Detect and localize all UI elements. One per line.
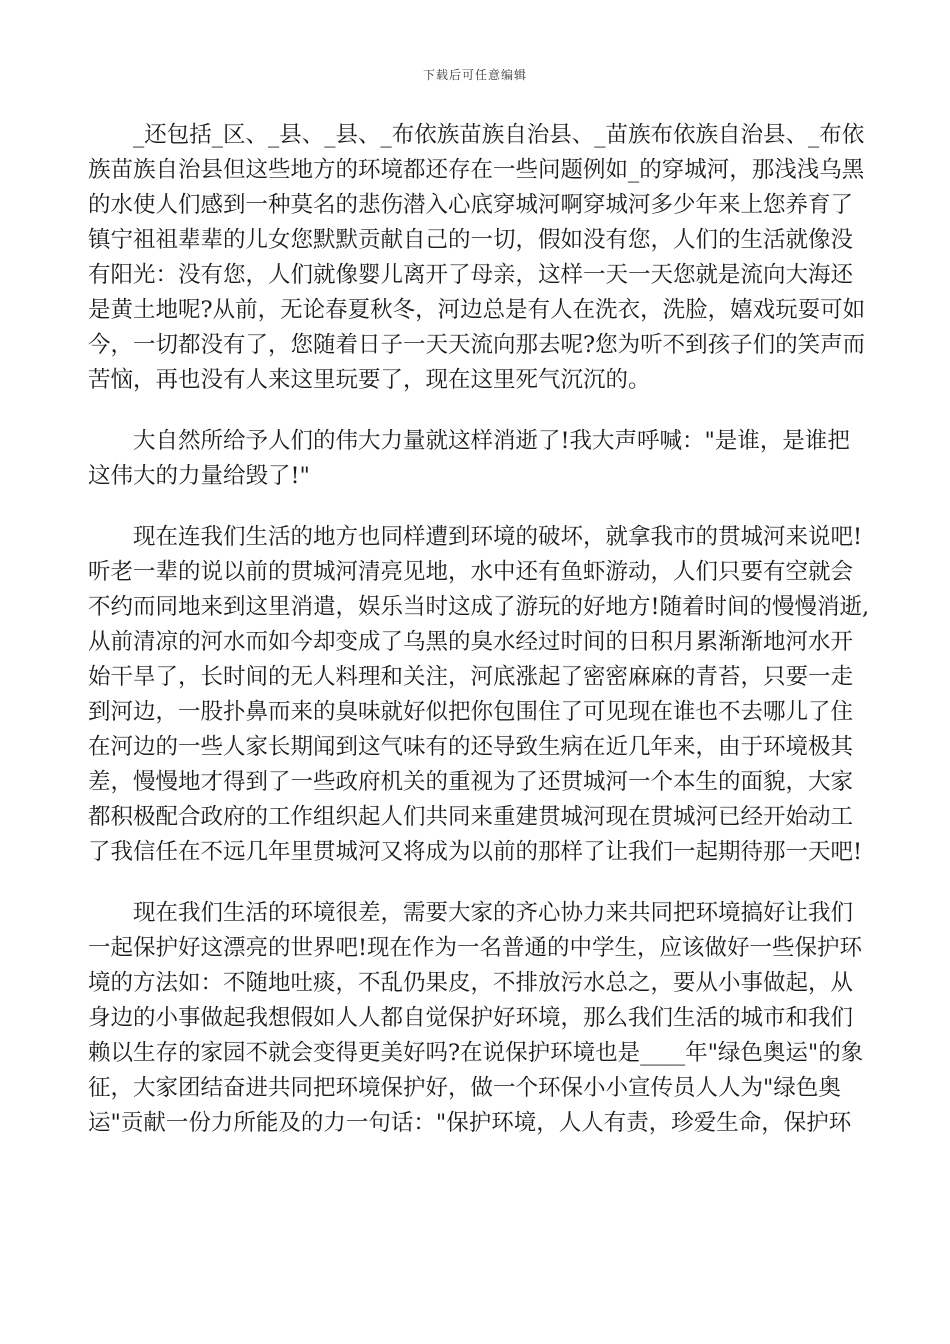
text-line: 听老一辈的说以前的贯城河清亮见地，水中还有鱼虾游动，人们只要有空就会 [88, 559, 854, 585]
paragraph-1 [88, 118, 866, 398]
text-line: 是黄土地呢?从前，无论春夏秋冬，河边总是有人在洗衣，洗脸，嬉戏玩耍可如 [88, 297, 866, 323]
text-line: 不约而同地来到这里消遣，娱乐当时这成了游玩的好地方!随着时间的慢慢消逝, [88, 594, 870, 620]
paragraph-4 [88, 896, 862, 1141]
text-line: 征，大家团结奋进共同把环境保护好，做一个环保小小宣传员人人为"绿色奥 [88, 1075, 841, 1101]
paragraph-2 [88, 424, 862, 494]
text-line: 有阳光：没有您，人们就像婴儿离开了母亲，这样一天一天您就是流向大海还 [88, 262, 854, 288]
text-line: 了我信任在不远几年里贯城河又将成为以前的那样了让我们一起期待那一天吧! [88, 839, 863, 865]
text-line: 镇宁祖祖辈辈的儿女您默默贡献自己的一切，假如没有您，人们的生活就像没 [88, 227, 854, 253]
text-line: _还包括_区、_县、_县、_布依族苗族自治县、_苗族布依族自治县、_布依 [133, 122, 865, 148]
text-line: 境的方法如：不随地吐痰，不乱仍果皮，不排放污水总之，要从小事做起，从 [88, 970, 854, 996]
text-line: 一起保护好这漂亮的世界吧!现在作为一名普通的中学生，应该做好一些保护环 [88, 935, 863, 961]
text-line: 苦恼，再也没有人来这里玩要了，现在这里死气沉沉的。 [88, 367, 651, 393]
text-line: 从前清凉的河水而如今却变成了乌黑的臭水经过时间的日积月累渐渐地河水开 [88, 629, 854, 655]
text-line: 今，一切都没有了，您随着日子一天天流向那去呢?您为听不到孩子们的笑声而 [88, 332, 866, 358]
document-body [88, 118, 870, 1167]
text-line: 到河边，一股扑鼻而来的臭味就好似把你包围住了可见现在谁也不去哪儿了住 [88, 699, 854, 725]
text-line: 在河边的一些人家长期闻到这气味有的还导致生病在近几年来，由于环境极其 [88, 734, 854, 760]
text-line: 都积极配合政府的工作组织起人们共同来重建贯城河现在贯城河已经开始动工 [88, 804, 854, 830]
text-line: 身边的小事做起我想假如人人都自觉保护好环境，那么我们生活的城市和我们 [88, 1005, 854, 1031]
text-line: 运"贡献一份力所能及的力一句话："保护环境，人人有责，珍爱生命，保护环 [88, 1110, 852, 1136]
text-line: 始干旱了，长时间的无人料理和关注，河底涨起了密密麻麻的青苔，只要一走 [88, 664, 854, 690]
text-line: 现在连我们生活的地方也同样遭到环境的破坏，就拿我市的贯城河来说吧! [133, 524, 863, 550]
paragraph-3 [88, 520, 870, 870]
text-line: 赖以生存的家园不就会变得更美好吗?在说保护环境也是____年"绿色奥运"的象 [88, 1040, 864, 1066]
text-line: 这伟大的力量给毁了!" [88, 463, 310, 489]
text-line: 的水使人们感到一种莫名的悲伤潜入心底穿城河啊穿城河多少年来上您养育了 [88, 192, 854, 218]
text-line: 现在我们生活的环境很差，需要大家的齐心协力来共同把环境搞好让我们 [133, 900, 854, 926]
text-line: 差，慢慢地才得到了一些政府机关的重视为了还贯城河一个本生的面貌，大家 [88, 769, 854, 795]
text-line: 族苗族自治县但这些地方的环境都还存在一些问题例如_的穿城河，那浅浅乌黑 [88, 157, 865, 183]
text-line: 大自然所给予人们的伟大力量就这样消逝了!我大声呼喊："是谁，是谁把 [133, 428, 850, 454]
page-header: 下载后可任意编辑 [422, 68, 527, 82]
